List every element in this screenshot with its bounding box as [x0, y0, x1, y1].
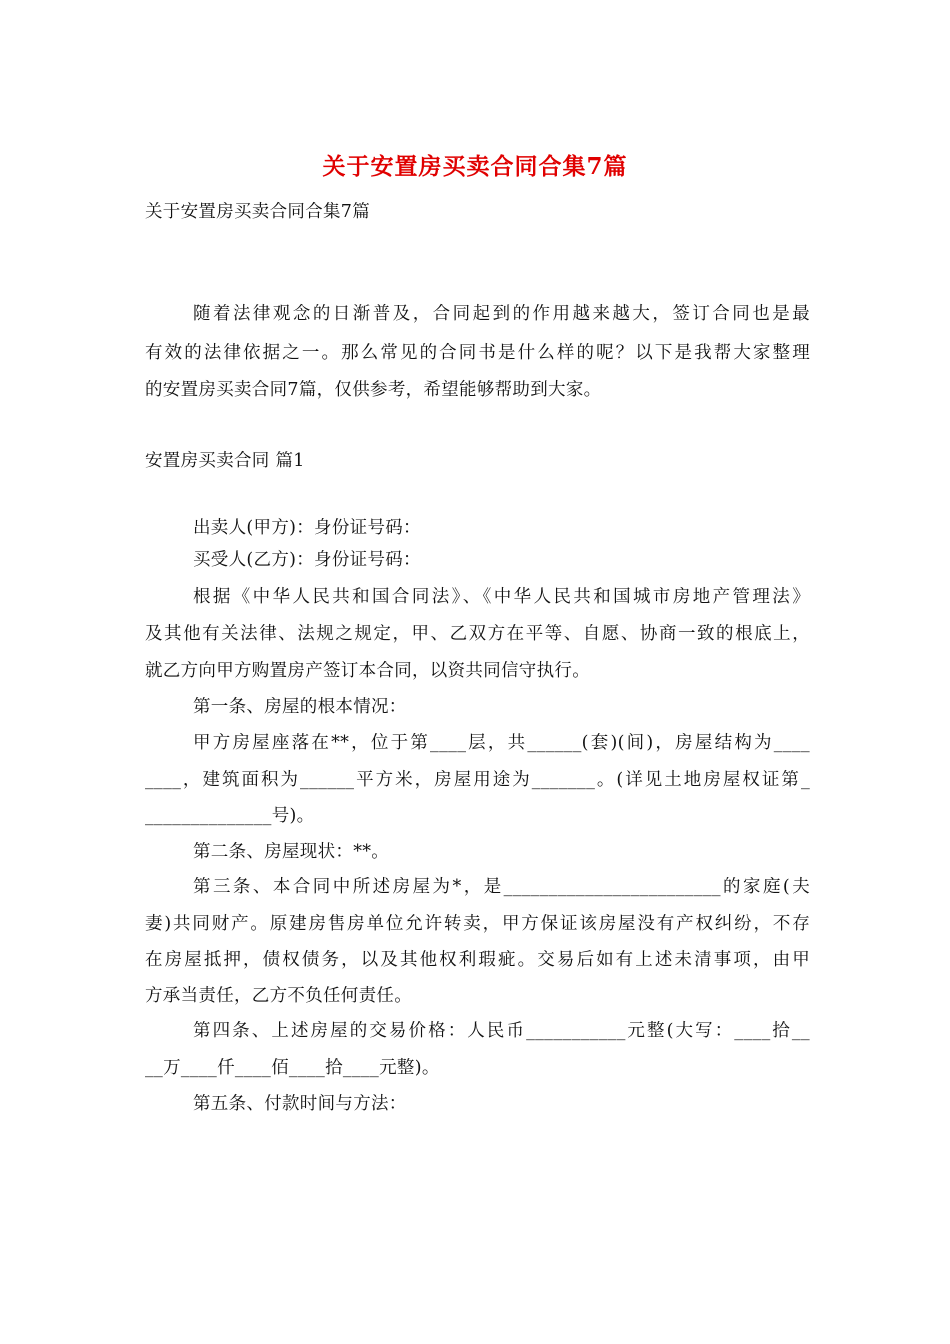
section-heading: 安置房买卖合同 篇1: [145, 451, 305, 471]
body-line: 妻)共同财产。原建房售房单位允许转卖，甲方保证该房屋没有产权纠纷，不存: [145, 914, 810, 934]
body-line: 在房屋抵押，债权债务，以及其他权利瑕疵。交易后如有上述未清事项，由甲: [145, 950, 810, 970]
body-line: 第二条、房屋现状：**。: [193, 842, 390, 862]
intro-line: 有效的法律依据之一。那么常见的合同书是什么样的呢？以下是我帮大家整理: [145, 343, 810, 363]
document-title: 关于安置房买卖合同合集7篇: [322, 153, 628, 180]
body-line: 出卖人(甲方)：身份证号码：: [193, 518, 421, 538]
body-line: 第五条、付款时间与方法：: [193, 1094, 407, 1114]
body-line: 第三条、本合同中所述房屋为*，是________________________的家庭(夫: [193, 877, 810, 897]
intro-line: 的安置房买卖合同7篇，仅供参考，希望能够帮助到大家。: [145, 380, 602, 400]
document-subtitle: 关于安置房买卖合同合集7篇: [145, 202, 371, 222]
body-line: 甲方房屋座落在**，位于第____层，共______(套)(间)，房屋结构为____: [193, 733, 810, 753]
body-line: 第四条、上述房屋的交易价格：人民币___________元整(大写：____拾__: [193, 1021, 810, 1041]
body-line: ______________号)。: [145, 806, 315, 826]
intro-line: 随着法律观念的日渐普及，合同起到的作用越来越大，签订合同也是最: [193, 304, 810, 324]
body-line: 第一条、房屋的根本情况：: [193, 697, 407, 717]
body-line: 就乙方向甲方购置房产签订本合同，以资共同信守执行。: [145, 661, 590, 681]
body-line: 买受人(乙方)：身份证号码：: [193, 550, 421, 570]
body-line: 及其他有关法律、法规之规定，甲、乙双方在平等、自愿、协商一致的根底上，: [145, 624, 810, 644]
body-line: 根据《中华人民共和国合同法》、《中华人民共和国城市房地产管理法》: [193, 587, 810, 607]
body-line: __万____仟____佰____拾____元整)。: [145, 1058, 440, 1078]
body-line: ____，建筑面积为______平方米，房屋用途为_______。(详见土地房屋权证第_: [145, 770, 810, 790]
body-line: 方承当责任，乙方不负任何责任。: [145, 986, 412, 1006]
